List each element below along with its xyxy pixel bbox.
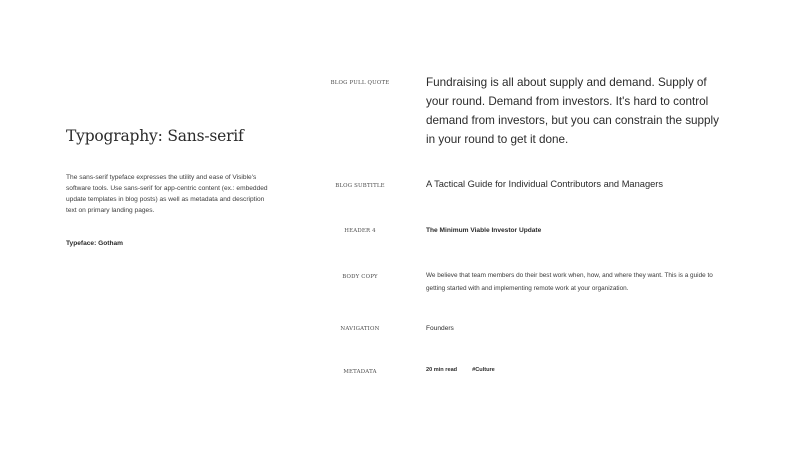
label-navigation: NAVIGATION bbox=[340, 326, 380, 332]
label-metadata: METADATA bbox=[343, 369, 377, 375]
read-time: 20 min read bbox=[426, 367, 458, 373]
label-body-copy: BODY COPY bbox=[342, 274, 378, 280]
typography-description: The sans-serif typeface expresses the utility and ease of Visible's software tools. Use sans-serif for app-centric content (ex.: embedded update templates in blog posts) as well as metadata and description text on primary landing pages. bbox=[66, 174, 268, 214]
typeface-name: Typeface: Gotham bbox=[66, 240, 124, 247]
label-header-4: HEADER 4 bbox=[344, 228, 376, 234]
label-blog-pull-quote: BLOG PULL QUOTE bbox=[330, 80, 390, 86]
sample-blog-pull-quote: Fundraising is all about supply and demand. Supply of your round. Demand from investors. It's hard to control demand from investors, but you can constrain the supply in your round to get it done. bbox=[426, 76, 719, 146]
sample-blog-subtitle: A Tactical Guide for Individual Contributors and Managers bbox=[426, 179, 664, 189]
sample-body-copy: We believe that team members do their best work when, how, and where they want. This is a guide to getting started with and implementing remote work at your organization. bbox=[426, 272, 713, 292]
sample-header-4: The Minimum Viable Investor Update bbox=[426, 227, 542, 234]
sample-navigation-link[interactable]: Founders bbox=[426, 325, 454, 332]
label-blog-subtitle: BLOG SUBTITLE bbox=[335, 183, 385, 189]
page-title: Typography: Sans-serif bbox=[66, 127, 244, 145]
sample-metadata bbox=[426, 367, 495, 373]
tag-link[interactable]: #Culture bbox=[472, 367, 495, 373]
